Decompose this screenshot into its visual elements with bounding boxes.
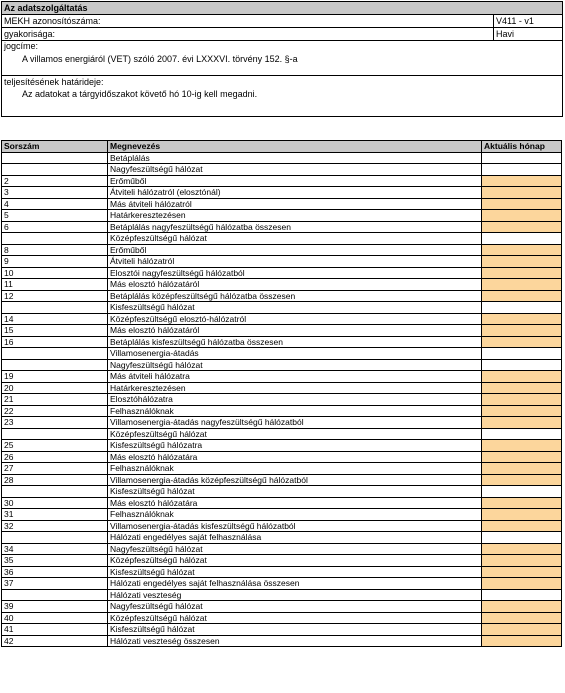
row-name: Felhasználóknak [108,509,482,521]
current-month-input-cell[interactable] [482,187,562,199]
current-month-input-cell[interactable] [482,624,562,636]
current-month-input-cell[interactable] [482,451,562,463]
table-row [2,451,562,463]
table-row [2,543,562,555]
row-number [2,302,108,314]
table-body [2,152,562,647]
table-row [2,417,562,429]
row-name: Betáplálás középfeszültségű hálózatba összesen [108,290,482,302]
current-month-input-cell[interactable] [482,509,562,521]
table-row [2,440,562,452]
row-name: Más átviteli hálózatról [108,198,482,210]
row-number: 14 [2,313,108,325]
row-number: 28 [2,474,108,486]
row-number: 21 [2,394,108,406]
row-name: Villamosenergia-átadás középfeszültségű hálózatból [108,474,482,486]
table-row [2,210,562,222]
table-row [2,428,562,440]
row-name: Betáplálás kisfeszültségű hálózatba összesen [108,336,482,348]
row-number: 3 [2,187,108,199]
row-number: 2 [2,175,108,187]
row-number [2,164,108,176]
table-row [2,221,562,233]
row-number: 34 [2,543,108,555]
row-number [2,359,108,371]
table-row [2,520,562,532]
row-number: 16 [2,336,108,348]
current-month-cell [482,164,562,176]
row-name: Felhasználóknak [108,463,482,475]
table-row [2,279,562,291]
row-name: Más elosztó hálózatáról [108,325,482,337]
table-row [2,463,562,475]
table-row [2,371,562,383]
row-number: 15 [2,325,108,337]
row-name: Más átviteli hálózatra [108,371,482,383]
table-row [2,635,562,647]
current-month-input-cell[interactable] [482,198,562,210]
deadline-block [2,76,562,116]
column-header-name: Megnevezés [108,141,482,153]
row-number: 42 [2,635,108,647]
column-header-number: Sorszám [2,141,108,153]
row-name: Elosztóhálózatra [108,394,482,406]
current-month-input-cell[interactable] [482,474,562,486]
table-row [2,325,562,337]
table-row [2,509,562,521]
frequency-value: Havi [496,29,515,39]
current-month-input-cell[interactable] [482,336,562,348]
current-month-input-cell[interactable] [482,279,562,291]
current-month-cell [482,348,562,360]
row-name: Középfeszültségű hálózat [108,612,482,624]
row-number: 6 [2,221,108,233]
row-name: Betáplálás nagyfeszültségű hálózatba összesen [108,221,482,233]
frequency-row [2,28,562,41]
current-month-input-cell[interactable] [482,601,562,613]
table-row [2,474,562,486]
row-name: Nagyfeszültségű hálózat [108,359,482,371]
table-row [2,624,562,636]
table-row [2,198,562,210]
row-number: 40 [2,612,108,624]
current-month-cell [482,589,562,601]
row-number [2,428,108,440]
deadline-label: teljesítésének határideje: [4,77,104,87]
row-name: Villamosenergia-átadás nagyfeszültségű hálózatból [108,417,482,429]
row-number: 4 [2,198,108,210]
row-number: 20 [2,382,108,394]
row-name: Határkeresztezésen [108,210,482,222]
row-name: Kisfeszültségű hálózatra [108,440,482,452]
row-name: Kisfeszültségű hálózat [108,302,482,314]
table-row [2,233,562,245]
row-number [2,233,108,245]
current-month-cell [482,233,562,245]
row-name: Más elosztó hálózatára [108,451,482,463]
current-month-input-cell[interactable] [482,313,562,325]
frequency-label: gyakorisága: [2,28,494,40]
current-month-input-cell[interactable] [482,175,562,187]
row-number: 36 [2,566,108,578]
current-month-cell [482,428,562,440]
row-name: Elosztói nagyfeszültségű hálózatból [108,267,482,279]
row-name: Átviteli hálózatról (elosztónál) [108,187,482,199]
table-row [2,532,562,544]
row-number: 27 [2,463,108,475]
row-number: 23 [2,417,108,429]
table-row [2,382,562,394]
current-month-input-cell[interactable] [482,440,562,452]
row-name: Hálózati veszteség [108,589,482,601]
current-month-input-cell[interactable] [482,267,562,279]
table-row [2,394,562,406]
row-number: 11 [2,279,108,291]
current-month-input-cell[interactable] [482,566,562,578]
table-row [2,359,562,371]
row-number: 19 [2,371,108,383]
table-row [2,336,562,348]
table-row [2,612,562,624]
current-month-cell [482,486,562,498]
mekh-id-value: V411 - v1 [496,16,534,26]
row-number [2,348,108,360]
current-month-input-cell[interactable] [482,543,562,555]
data-provision-header [1,1,563,117]
current-month-input-cell[interactable] [482,635,562,647]
legal-basis-value: A villamos energiáról (VET) szóló 2007. évi LXXXVI. törvény 152. §-a [22,54,298,64]
row-name: Kisfeszültségű hálózat [108,566,482,578]
legal-basis-block [2,41,562,76]
current-month-input-cell[interactable] [482,520,562,532]
row-name: Erőműből [108,244,482,256]
table-row [2,486,562,498]
row-name: Kisfeszültségű hálózat [108,624,482,636]
current-month-input-cell[interactable] [482,394,562,406]
table-row [2,601,562,613]
row-name: Felhasználóknak [108,405,482,417]
row-number [2,486,108,498]
current-month-cell [482,359,562,371]
current-month-cell [482,532,562,544]
table-row [2,267,562,279]
current-month-input-cell[interactable] [482,325,562,337]
current-month-cell [482,302,562,314]
row-name: Átviteli hálózatról [108,256,482,268]
legal-basis-label: jogcíme: [4,41,39,51]
row-name: Betáplálás [108,152,482,164]
row-number: 39 [2,601,108,613]
table-row [2,589,562,601]
table-row [2,405,562,417]
table-row [2,578,562,590]
row-name: Más elosztó hálózatáról [108,279,482,291]
current-month-input-cell[interactable] [482,555,562,567]
row-number: 12 [2,290,108,302]
table-row [2,566,562,578]
deadline-value: Az adatokat a tárgyidőszakot követő hó 10-ig kell megadni. [22,89,258,99]
current-month-input-cell[interactable] [482,244,562,256]
row-name: Hálózati veszteség összesen [108,635,482,647]
row-number [2,152,108,164]
row-name: Erőműből [108,175,482,187]
row-name: Hálózati engedélyes saját felhasználása összesen [108,578,482,590]
row-name: Nagyfeszültségű hálózat [108,601,482,613]
row-name: Középfeszültségű elosztó-hálózatról [108,313,482,325]
row-name: Középfeszültségű hálózat [108,233,482,245]
row-name: Nagyfeszültségű hálózat [108,164,482,176]
table-row [2,164,562,176]
row-number: 25 [2,440,108,452]
current-month-input-cell[interactable] [482,463,562,475]
current-month-input-cell[interactable] [482,221,562,233]
current-month-input-cell[interactable] [482,256,562,268]
row-name: Kisfeszültségű hálózat [108,486,482,498]
column-header-current-month: Aktuális hónap [482,141,562,153]
row-number: 32 [2,520,108,532]
row-name: Határkeresztezésen [108,382,482,394]
row-number: 8 [2,244,108,256]
row-name: Középfeszültségű hálózat [108,428,482,440]
table-row [2,256,562,268]
current-month-input-cell[interactable] [482,578,562,590]
row-number [2,589,108,601]
current-month-input-cell[interactable] [482,210,562,222]
current-month-input-cell[interactable] [482,417,562,429]
row-name: Középfeszültségű hálózat [108,555,482,567]
table-row [2,175,562,187]
table-row [2,187,562,199]
table-row [2,555,562,567]
current-month-input-cell[interactable] [482,497,562,509]
row-name: Villamosenergia-átadás [108,348,482,360]
row-number: 31 [2,509,108,521]
row-number: 9 [2,256,108,268]
header-title-row [2,2,562,15]
row-number: 5 [2,210,108,222]
current-month-input-cell[interactable] [482,382,562,394]
table-row [2,348,562,360]
current-month-cell [482,152,562,164]
mekh-id-row [2,15,562,28]
current-month-input-cell[interactable] [482,405,562,417]
row-number: 41 [2,624,108,636]
current-month-input-cell[interactable] [482,612,562,624]
row-name: Hálózati engedélyes saját felhasználása [108,532,482,544]
row-number: 30 [2,497,108,509]
table-header-row [2,141,562,153]
row-number: 10 [2,267,108,279]
table-row [2,244,562,256]
table-row [2,313,562,325]
row-number [2,532,108,544]
current-month-input-cell[interactable] [482,290,562,302]
table-row [2,302,562,314]
data-table [1,140,562,647]
row-number: 22 [2,405,108,417]
header-title: Az adatszolgáltatás [2,2,562,14]
row-name: Nagyfeszültségű hálózat [108,543,482,555]
table-row [2,152,562,164]
mekh-id-label: MEKH azonosítószáma: [2,15,494,27]
current-month-input-cell[interactable] [482,371,562,383]
row-name: Villamosenergia-átadás kisfeszültségű hálózatból [108,520,482,532]
row-number: 37 [2,578,108,590]
row-name: Más elosztó hálózatára [108,497,482,509]
row-number: 26 [2,451,108,463]
table-row [2,290,562,302]
table-row [2,497,562,509]
row-number: 35 [2,555,108,567]
